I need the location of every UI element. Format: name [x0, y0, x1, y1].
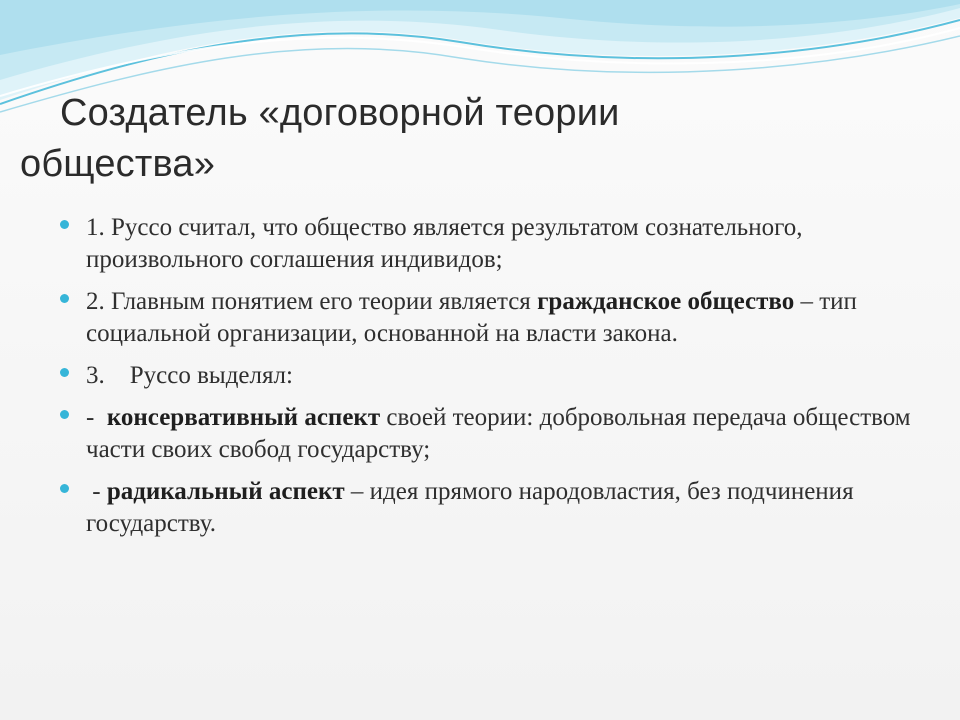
- bullet-item-2: [60, 286, 920, 350]
- bullet-text-before: -: [86, 478, 107, 505]
- bullet-item-4: [60, 402, 920, 466]
- bullet-list: [60, 212, 920, 550]
- bullet-bold-term: консервативный аспект: [106, 404, 381, 431]
- bullet-icon: [60, 410, 69, 419]
- slide-title: [20, 88, 920, 190]
- bullet-text-after: своей теории: добровольная передача обществом части своих свобод государству;: [86, 404, 911, 463]
- bullet-bold-term: радикальный аспект: [106, 478, 345, 505]
- bullet-text: 1. Руссо считал, что общество является результатом сознательного, произвольного соглашения индивидов;: [86, 214, 803, 273]
- bullet-text-before: -: [86, 404, 107, 431]
- bullet-text-after: – идея прямого народовластия, без подчинения государству.: [86, 478, 854, 537]
- bullet-icon: [60, 484, 69, 493]
- bullet-icon: [60, 294, 69, 303]
- bullet-text: 3. Руссо выделял:: [86, 362, 293, 389]
- title-line-1: Создатель «договорной теории: [60, 92, 620, 134]
- bullet-text-before: 2. Главным понятием его теории является: [86, 288, 538, 315]
- title-line-2: общества»: [20, 143, 216, 185]
- bullet-item-5: [60, 476, 920, 540]
- bullet-item-3: [60, 360, 920, 392]
- bullet-icon: [60, 368, 69, 377]
- bullet-text-after: – тип социальной организации, основанной на власти закона.: [86, 288, 857, 347]
- bullet-item-1: [60, 212, 920, 276]
- bullet-icon: [60, 220, 69, 229]
- bullet-bold-term: гражданское общество: [537, 288, 795, 315]
